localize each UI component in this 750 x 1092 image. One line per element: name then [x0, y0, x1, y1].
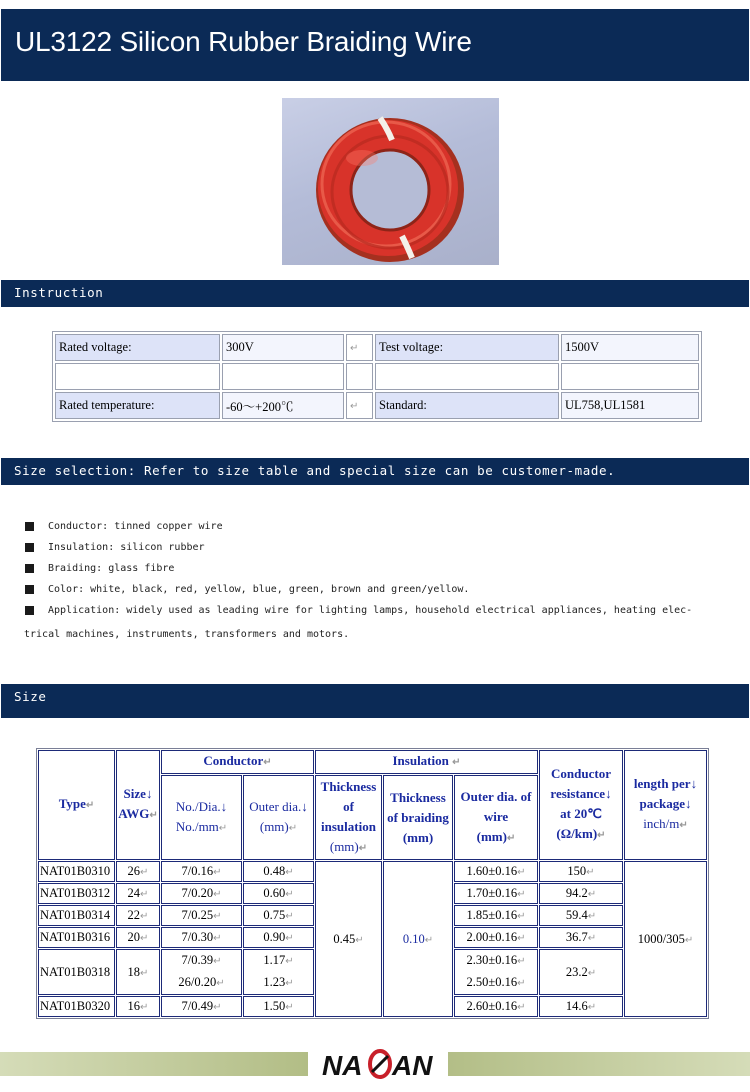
size-heading: Size — [14, 689, 47, 704]
wire-coil-image — [282, 98, 499, 265]
list-item — [24, 603, 724, 624]
cell-no-dia: 7/0.49↵ — [161, 996, 242, 1017]
cell-awg: 16↵ — [116, 996, 160, 1017]
test-voltage-label: Test voltage: — [375, 334, 559, 361]
col-awg-header: Size↓ AWG↵ — [116, 750, 160, 860]
cell-resistance: 150↵ — [539, 861, 623, 882]
cell-outer-dia: 1.17↵ 1.23↵ — [243, 949, 314, 995]
logo-text-left: NA — [322, 1050, 363, 1080]
cell-type: NAT01B0310 — [38, 861, 115, 882]
cell-wire-od: 2.60±0.16↵ — [454, 996, 538, 1017]
list-item — [24, 561, 724, 582]
col-braiding-thickness-header: Thickness of braiding (mm) — [383, 775, 453, 860]
size-selection-heading: Size selection: Refer to size table and special size can be customer-made. — [14, 463, 616, 478]
list-item — [24, 582, 724, 603]
standard-value: UL758,UL1581 — [561, 392, 699, 419]
product-photo — [282, 98, 499, 265]
cell-wire-od: 1.60±0.16↵ — [454, 861, 538, 882]
empty-cell — [346, 363, 373, 390]
size-table — [36, 748, 709, 1019]
col-type-header: Type↵ — [38, 750, 115, 860]
feature-list — [24, 519, 724, 648]
bullet-square-icon — [25, 585, 34, 594]
cell-wire-od: 1.85±0.16↵ — [454, 905, 538, 926]
logo-text-right: AN — [392, 1050, 433, 1080]
page-title: UL3122 Silicon Rubber Braiding Wire — [15, 26, 472, 57]
cell-no-dia: 7/0.30↵ — [161, 927, 242, 948]
spec-spacer-cell: ↵ — [346, 392, 373, 419]
empty-cell — [375, 363, 559, 390]
empty-cell — [561, 363, 699, 390]
bullet-square-icon — [25, 564, 34, 573]
cell-outer-dia: 0.48↵ — [243, 861, 314, 882]
empty-cell — [55, 363, 220, 390]
feature-text: Conductor: tinned copper wire — [48, 521, 223, 532]
list-item-continuation — [24, 627, 724, 648]
cell-resistance: 14.6↵ — [539, 996, 623, 1017]
spec-spacer-cell: ↵ — [346, 334, 373, 361]
col-outer-dia-header: Outer dia.↓ (mm)↵ — [243, 775, 314, 860]
footer — [0, 1048, 750, 1080]
cell-type: NAT01B0312 — [38, 883, 115, 904]
empty-cell — [222, 363, 344, 390]
rated-temperature-label: Rated temperature: — [55, 392, 220, 419]
spec-row-empty — [55, 363, 699, 390]
bullet-square-icon — [25, 522, 34, 531]
feature-text: trical machines, instruments, transformers and motors. — [24, 629, 350, 640]
cell-wire-od: 2.00±0.16↵ — [454, 927, 538, 948]
cell-type: NAT01B0320 — [38, 996, 115, 1017]
logo-slash-icon — [372, 1056, 388, 1072]
cell-outer-dia: 0.60↵ — [243, 883, 314, 904]
cell-awg: 22↵ — [116, 905, 160, 926]
list-item — [24, 540, 724, 561]
cell-resistance: 59.4↵ — [539, 905, 623, 926]
cell-length-per-package: 1000/305↵ — [624, 861, 707, 1017]
rated-voltage-label: Rated voltage: — [55, 334, 220, 361]
instruction-section-bar — [1, 280, 749, 307]
cell-no-dia: 7/0.16↵ — [161, 861, 242, 882]
insulation-group-header: Insulation ↵ — [315, 750, 538, 774]
feature-text: Braiding: glass fibre — [48, 563, 175, 574]
nasan-logo — [308, 1048, 448, 1080]
feature-text: Insulation: silicon rubber — [48, 542, 205, 553]
col-resistance-header: Conductor resistance↓ at 20℃ (Ω/km)↵ — [539, 750, 623, 860]
cell-awg: 18↵ — [116, 949, 160, 995]
cell-no-dia: 7/0.39↵ 26/0.20↵ — [161, 949, 242, 995]
cell-wire-od: 2.30±0.16↵ 2.50±0.16↵ — [454, 949, 538, 995]
title-bar — [1, 9, 749, 81]
cell-resistance: 23.2↵ — [539, 949, 623, 995]
feature-text: Color: white, black, red, yellow, blue, green, brown and green/yellow. — [48, 584, 470, 595]
list-item — [24, 519, 724, 540]
cell-type: NAT01B0314 — [38, 905, 115, 926]
size-section-bar — [1, 684, 749, 718]
spec-row — [55, 334, 699, 361]
col-no-dia-header: No./Dia.↓ No./mm↵ — [161, 775, 242, 860]
cell-outer-dia: 0.90↵ — [243, 927, 314, 948]
bullet-square-icon — [25, 543, 34, 552]
standard-label: Standard: — [375, 392, 559, 419]
cell-resistance: 94.2↵ — [539, 883, 623, 904]
cell-insulation-thickness: 0.45↵ — [315, 861, 382, 1017]
table-row — [38, 861, 707, 882]
cell-resistance: 36.7↵ — [539, 927, 623, 948]
cell-outer-dia: 1.50↵ — [243, 996, 314, 1017]
cell-outer-dia: 0.75↵ — [243, 905, 314, 926]
spec-table — [52, 331, 702, 422]
logo-mark — [308, 1048, 448, 1080]
table-header-row — [38, 750, 707, 774]
rated-temperature-value: -60～+200℃ — [222, 392, 344, 419]
cell-awg: 26↵ — [116, 861, 160, 882]
cell-no-dia: 7/0.20↵ — [161, 883, 242, 904]
col-wire-od-header: Outer dia. of wire (mm)↵ — [454, 775, 538, 860]
col-insulation-thickness-header: Thickness of insulation (mm)↵ — [315, 775, 382, 860]
rated-voltage-value: 300V — [222, 334, 344, 361]
cell-awg: 20↵ — [116, 927, 160, 948]
col-length-header: length per↓ package↓ inch/m↵ — [624, 750, 707, 860]
test-voltage-value: 1500V — [561, 334, 699, 361]
size-selection-section-bar — [1, 458, 749, 485]
cell-braiding-thickness: 0.10↵ — [383, 861, 453, 1017]
cell-awg: 24↵ — [116, 883, 160, 904]
spec-row — [55, 392, 699, 419]
cell-wire-od: 1.70±0.16↵ — [454, 883, 538, 904]
feature-text: Application: widely used as leading wire for lighting lamps, household electrical appliances, heating elec- — [48, 605, 693, 616]
cell-type: NAT01B0318 — [38, 949, 115, 995]
conductor-group-header: Conductor↵ — [161, 750, 314, 774]
instruction-heading: Instruction — [14, 285, 104, 300]
bullet-square-icon — [25, 606, 34, 615]
cell-no-dia: 7/0.25↵ — [161, 905, 242, 926]
cell-type: NAT01B0316 — [38, 927, 115, 948]
